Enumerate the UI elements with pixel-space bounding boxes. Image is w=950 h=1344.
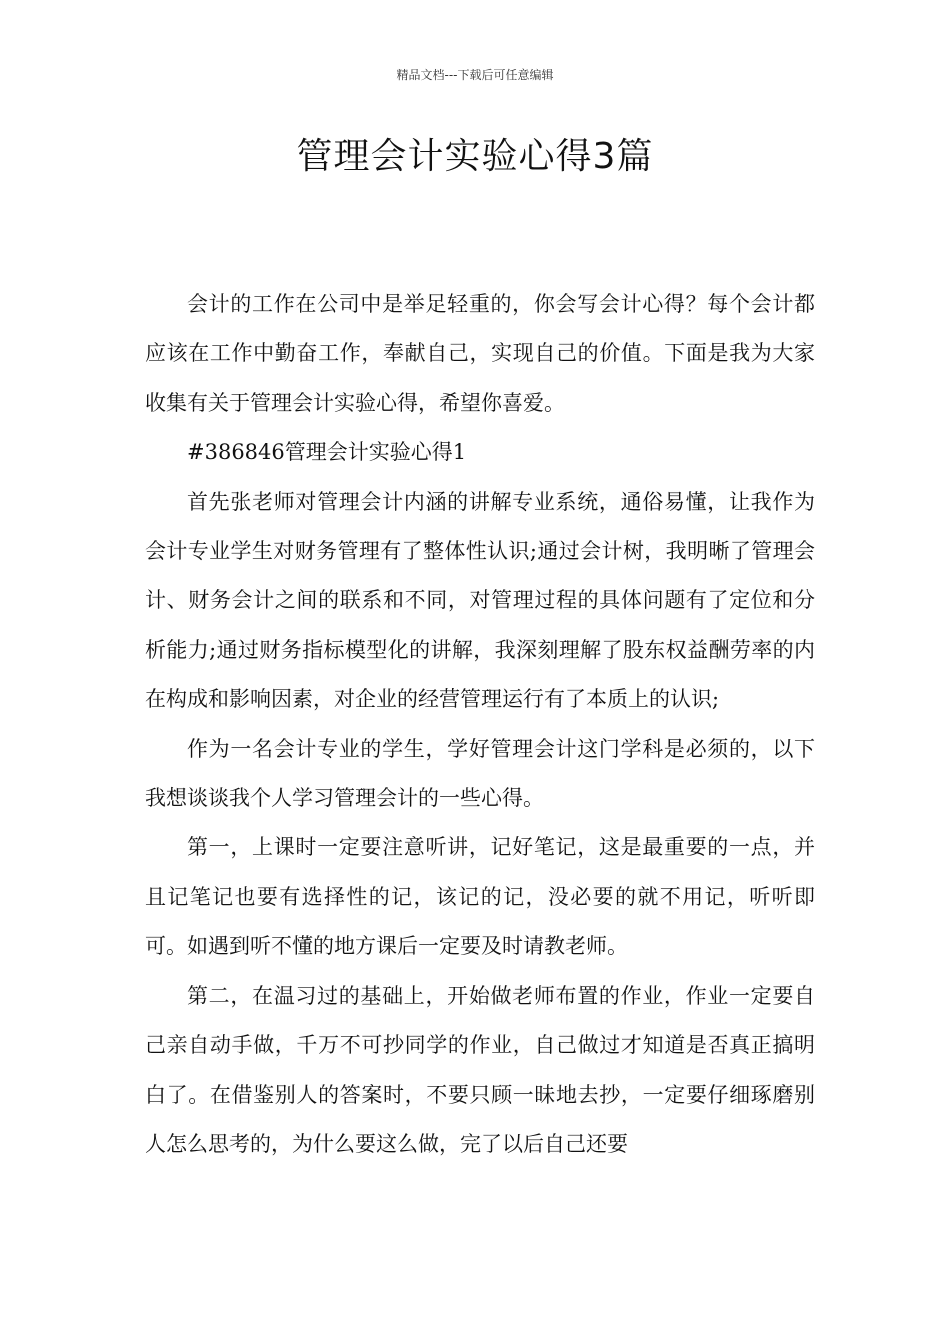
paragraph-intro: 会计的工作在公司中是举足轻重的，你会写会计心得？每个会计都应该在工作中勤奋工作，奉献自己，实现自己的价值。下面是我为大家收集有关于管理会计实验心得，希望你喜爱。	[145, 292, 815, 415]
paragraph: 作为一名会计专业的学生，学好管理会计这门学科是必须的，以下我想谈谈我个人学习管理会计的一些心得。	[145, 736, 815, 811]
paragraph: 第二，在温习过的基础上，开始做老师布置的作业，作业一定要自己亲自动手做，千万不可抄同学的作业，自己做过才知道是否真正搞明白了。在借鉴别人的答案时，不要只顾一昧地去抄，一定要仔细琢磨别人怎么思考的，为什么要这么做，完了以后自己还要	[145, 983, 815, 1156]
header-note: 精品文档---下载后可任意编辑	[396, 68, 554, 82]
paragraph: 第一，上课时一定要注意听讲，记好笔记，这是最重要的一点，并且记笔记也要有选择性的记，该记的记，没必要的就不用记，听听即可。如遇到听不懂的地方课后一定要及时请教老师。	[145, 835, 815, 959]
page-title: 管理会计实验心得3篇	[296, 136, 654, 177]
section-heading-1: #386846管理会计实验心得1	[187, 440, 467, 465]
paragraph: 首先张老师对管理会计内涵的讲解专业系统，通俗易懂，让我作为会计专业学生对财务管理有了整体性认识;通过会计树，我明晰了管理会计、财务会计之间的联系和不同，对管理过程的具体问题有了定位和分析能力;通过财务指标模型化的讲解，我深刻理解了股东权益酬劳率的内在构成和影响因素，对企业的经营管理运行有了本质上的认识;	[145, 489, 815, 712]
document-body	[145, 280, 815, 1169]
